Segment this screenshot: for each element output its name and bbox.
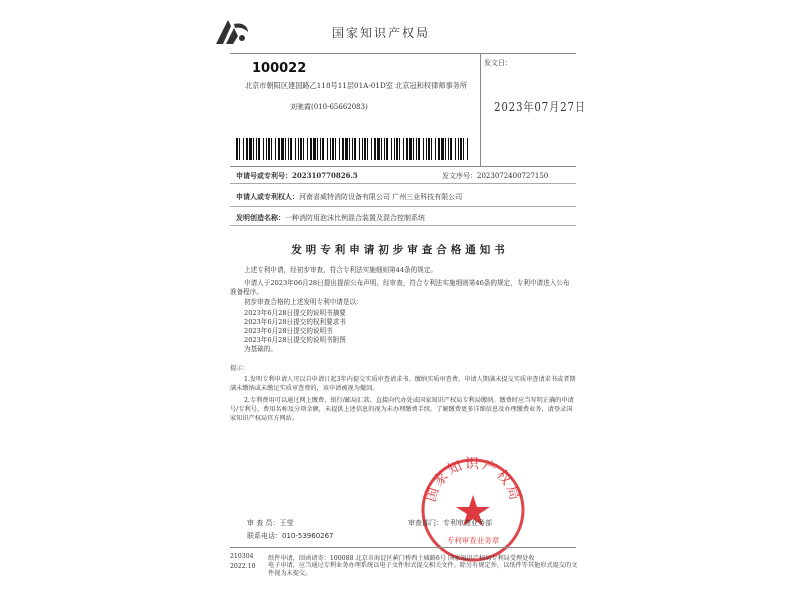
- box-divider: [480, 54, 481, 167]
- body-paragraph-4: 为基础的。: [244, 345, 277, 353]
- body-paragraph-1: 上述专利申请，经初步审查，符合专利法实施细则第44条的规定。: [244, 266, 438, 274]
- phone-number: 010-53960267: [282, 532, 334, 540]
- list-item: 2023年6月28日提交的说明书附图: [244, 336, 346, 344]
- tips-label: 提示：: [230, 365, 249, 372]
- barcode: [236, 138, 472, 160]
- submitted-docs-list: [244, 309, 589, 354]
- svg-text:专利审查业务章: 专利审查业务章: [446, 536, 500, 545]
- doc-no-label: 发文序号：: [442, 172, 477, 180]
- examiner-row: [247, 518, 293, 528]
- applicants: 河南省威特消防设备有限公司 广州三业科技有限公司: [299, 193, 463, 201]
- dept-name: 专利审查业务部: [443, 519, 492, 527]
- doc-no-row: [442, 171, 548, 181]
- row-divider-2: [230, 206, 576, 207]
- applicant-row: [236, 192, 462, 202]
- office-name: 国家知识产权局: [332, 26, 431, 40]
- list-item: 2023年6月28日提交的说明书摘要: [244, 309, 346, 317]
- invention-name: 一种消防用泡沫比例混合装置及混合控制系统: [285, 214, 425, 222]
- list-item: 2023年6月28日提交的说明书: [244, 327, 333, 335]
- phone-row: [247, 531, 334, 541]
- examiner-label: 审 查 员：: [247, 519, 280, 527]
- tip-2: 2.专利费用可以通过网上缴费、银行/邮局汇款、直接向代办处或国家知识产权局专利局缴纳。缴费时应当写明正确的申请号/专利号、费用名称及分项金额，未提供上述信息的视为未办理缴费手续。了解缴费更多详细信息及办理缴费业务，请登录国家知识产权局官方网站。: [230, 397, 574, 422]
- row-divider-1: [230, 183, 576, 184]
- svg-text:国家知识产权局: 国家知识产权局: [422, 456, 524, 504]
- body-paragraph-3: 初步审查合格的上述发明专利申请是以：: [244, 298, 363, 306]
- box-top-border: [230, 53, 576, 54]
- cnipa-logo-icon: [214, 16, 250, 46]
- invention-row: [236, 213, 425, 223]
- phone-label: 联系电话：: [247, 532, 282, 540]
- document-title: 发明专利申请初步审查合格通知书: [291, 244, 509, 256]
- form-version: 2022.10: [230, 563, 256, 570]
- issue-date: 2023年07月27日: [494, 100, 586, 114]
- invention-label: 发明创造名称：: [236, 213, 285, 222]
- official-seal-stamp: [418, 455, 528, 565]
- app-no-row: [236, 171, 358, 181]
- app-no-label: 申请号或专利号：: [236, 171, 292, 180]
- dept-label: 审查部门：: [408, 519, 443, 527]
- fields-top-border: [230, 166, 576, 167]
- recipient-contact: 刘驰霞(010-65662083): [290, 103, 368, 111]
- list-item: 2023年6月28日提交的权利要求书: [244, 318, 346, 326]
- app-no: 202310770826.5: [292, 171, 358, 180]
- body-paragraph-2: 申请人于2023年06月28日提出提前公布声明，经审查，符合专利法实施细则第46条的规定，专利申请进入公布准备程序。: [230, 279, 570, 296]
- recipient-address: 北京市朝阳区建国路乙118号11层01A-01D室 北京冠和权律师事务所: [244, 81, 468, 90]
- doc-no: 2023072400727150: [477, 172, 549, 180]
- form-code: 210304: [230, 553, 254, 560]
- issue-date-label: 发文日：: [484, 59, 512, 67]
- footer-line-1: 纸件申请，回函请寄：100088 北京市海淀区蓟门桥西土城路6号 国家知识产权局专利局受理处收: [268, 555, 535, 562]
- examiner-name: 王莹: [279, 519, 294, 527]
- applicant-label: 申请人或专利权人：: [236, 192, 299, 201]
- dept-row: [408, 518, 492, 528]
- tip-1: 1.发明专利申请人可以自申请日起3年内提交实质审查请求书、缴纳实质审查费，申请人期满未提交实质审查请求书或者期满未缴纳或未缴足实质审查费的，该申请被视为撤回。: [230, 376, 576, 392]
- row-divider-3: [230, 225, 576, 226]
- postcode: 100022: [252, 61, 307, 76]
- footer-divider: [230, 547, 576, 548]
- footer-line-2: 电子申请，应当通过专利业务办理系统以电子文件形式提交相关文件。除另有规定外，以纸件等其他形式提交的文件视为未提交。: [268, 562, 578, 577]
